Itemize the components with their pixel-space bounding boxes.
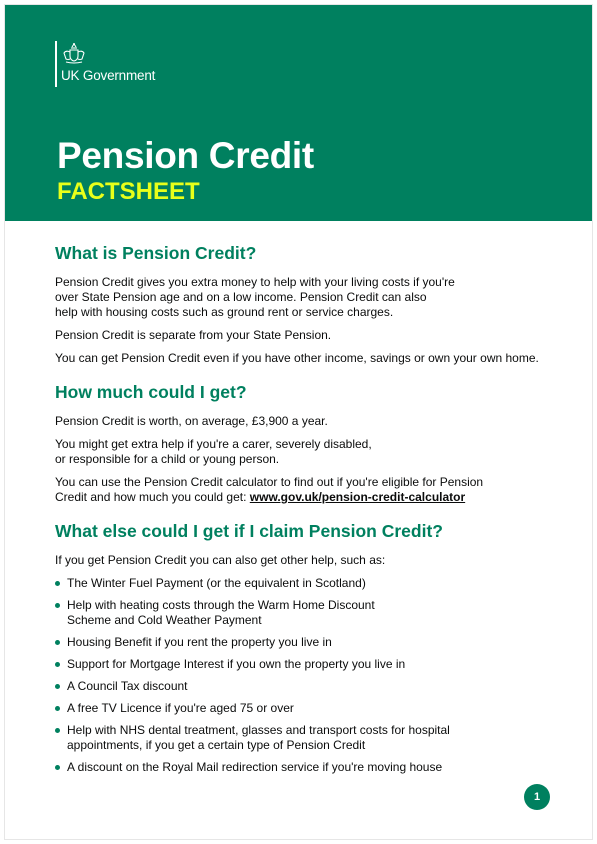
text-line: or responsible for a child or young person. [55, 452, 280, 466]
page-subtitle: FACTSHEET [57, 178, 200, 205]
bullet-icon [55, 603, 60, 608]
text-line: A free TV Licence if you're aged 75 or over [67, 701, 294, 715]
paragraph [55, 414, 555, 429]
bullet-icon [55, 765, 60, 770]
text-line: The Winter Fuel Payment (or the equivalent in Scotland) [67, 576, 366, 590]
text-line: Help with NHS dental treatment, glasses and transport costs for hospital [67, 723, 450, 737]
calculator-link[interactable]: www.gov.uk/pension-credit-calculator [249, 490, 466, 504]
paragraph [55, 328, 555, 343]
list-item [55, 635, 555, 650]
paragraph [55, 351, 555, 366]
text-line: A discount on the Royal Mail redirection service if you're moving house [67, 760, 443, 774]
list-item [55, 657, 555, 672]
main-content [55, 231, 555, 782]
list-item [55, 760, 555, 775]
text-line: Credit and how much you could get: [55, 490, 250, 504]
uk-government-logo [55, 41, 155, 87]
text-line: You can use the Pension Credit calculator to find out if you're eligible for Pension [55, 475, 484, 489]
bullet-icon [55, 706, 60, 711]
text-line: You might get extra help if you're a carer, severely disabled, [55, 437, 372, 451]
org-name: UK Government [61, 68, 156, 83]
text-line: Scheme and Cold Weather Payment [67, 613, 262, 627]
page-number-badge: 1 [524, 784, 550, 810]
text-line: Pension Credit gives you extra money to help with your living costs if you're [55, 275, 455, 289]
list-item [55, 576, 555, 591]
paragraph [55, 275, 555, 320]
list-item [55, 701, 555, 716]
page-title: Pension Credit [57, 135, 314, 176]
text-line: Pension Credit is worth, on average, £3,900 a year. [55, 414, 328, 428]
bullet-icon [55, 684, 60, 689]
bullet-icon [55, 728, 60, 733]
benefits-list [55, 576, 555, 775]
text-line: Support for Mortgage Interest if you own the property you live in [67, 657, 406, 671]
list-item [55, 679, 555, 694]
text-line: over State Pension age and on a low income. Pension Credit can also [55, 290, 427, 304]
text-line: You can get Pension Credit even if you have other income, savings or own your own home. [55, 351, 539, 365]
section-heading: What is Pension Credit? [55, 243, 257, 263]
text-line: help with housing costs such as ground rent or service charges. [55, 305, 394, 319]
header-banner [5, 5, 592, 221]
royal-coat-of-arms-icon [61, 41, 87, 65]
text-line: appointments, if you get a certain type of Pension Credit [67, 738, 366, 752]
bullet-icon [55, 581, 60, 586]
text-line: Housing Benefit if you rent the property you live in [67, 635, 332, 649]
paragraph: If you get Pension Credit you can also get other help, such as: [55, 553, 386, 567]
section-heading: What else could I get if I claim Pension Credit? [55, 521, 443, 541]
bullet-icon [55, 640, 60, 645]
bullet-icon [55, 662, 60, 667]
list-item [55, 723, 555, 753]
text-line: A Council Tax discount [67, 679, 188, 693]
text-line: Pension Credit is separate from your State Pension. [55, 328, 332, 342]
section-heading: How much could I get? [55, 382, 247, 402]
text-line: Help with heating costs through the Warm Home Discount [67, 598, 375, 612]
list-item [55, 598, 555, 628]
paragraph [55, 437, 555, 467]
factsheet-page [4, 4, 593, 840]
paragraph [55, 475, 555, 505]
